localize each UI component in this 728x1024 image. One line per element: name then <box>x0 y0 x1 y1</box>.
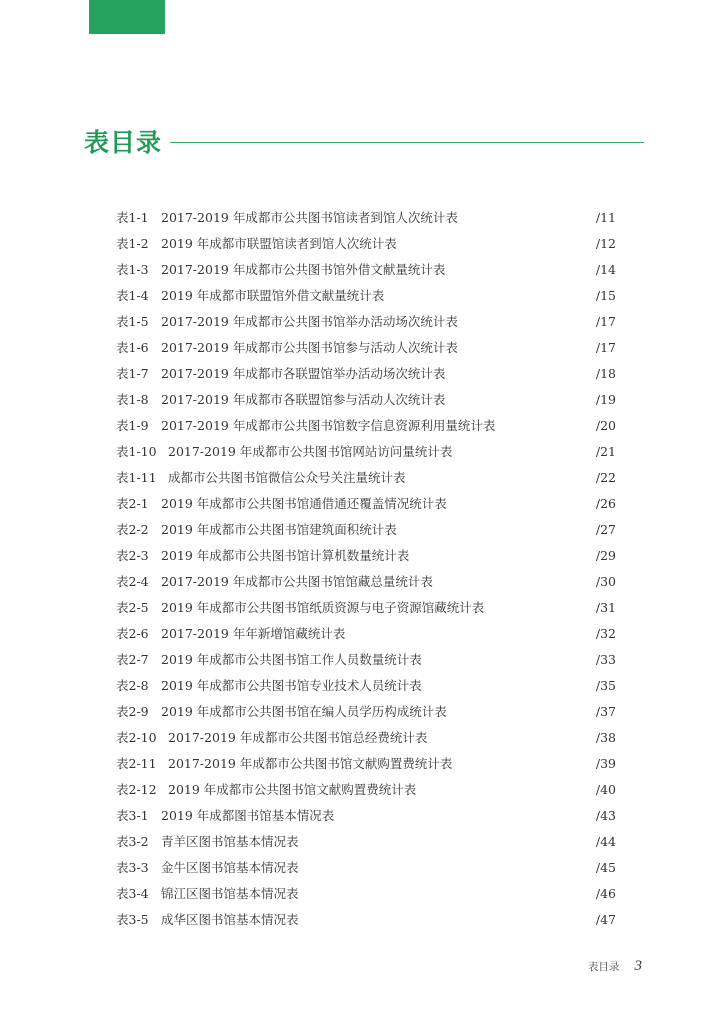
toc-entry-title: 2017-2019 年年新增馆藏统计表 <box>161 626 346 641</box>
toc-entry-code: 表1-6 <box>116 340 149 355</box>
toc-entry[interactable] <box>116 855 616 881</box>
toc-entry-code: 表2-10 <box>116 730 157 745</box>
toc-entry-title: 2019 年成都市公共图书馆文献购置费统计表 <box>168 782 417 797</box>
toc-entry-code: 表1-2 <box>116 236 149 251</box>
toc-entry-page: /21 <box>595 444 616 459</box>
toc-entry[interactable] <box>116 751 616 777</box>
toc-entry-page: /17 <box>595 340 616 355</box>
toc-entry[interactable] <box>116 543 616 569</box>
toc-entry-title: 成都市公共图书馆微信公众号关注量统计表 <box>168 470 406 485</box>
toc-entry-title: 2019 年成都市公共图书馆工作人员数量统计表 <box>161 652 422 667</box>
toc-entry[interactable] <box>116 881 616 907</box>
top-color-tab <box>89 0 165 34</box>
toc-entry-code: 表1-5 <box>116 314 149 329</box>
toc-entry[interactable] <box>116 517 616 543</box>
toc-entry-page: /17 <box>595 314 616 329</box>
toc-entry[interactable] <box>116 829 616 855</box>
toc-entry-page: /22 <box>595 470 616 485</box>
toc-entry-page: /18 <box>595 366 616 381</box>
toc-entry-code: 表2-5 <box>116 600 149 615</box>
toc-entry-code: 表2-7 <box>116 652 149 667</box>
toc-entry-title: 2017-2019 年成都市公共图书馆读者到馆人次统计表 <box>161 210 458 225</box>
toc-entry-page: /47 <box>595 912 616 927</box>
toc-entry[interactable] <box>116 647 616 673</box>
toc-entry-page: /12 <box>595 236 616 251</box>
toc-entry-title: 2019 年成都市联盟馆读者到馆人次统计表 <box>161 236 397 251</box>
toc-entry-page: /19 <box>595 392 616 407</box>
toc-entry-code: 表1-3 <box>116 262 149 277</box>
toc-entry[interactable] <box>116 257 616 283</box>
toc-entry-page: /30 <box>595 574 616 589</box>
toc-entry-code: 表2-12 <box>116 782 157 797</box>
toc-entry-title: 2019 年成都市公共图书馆在编人员学历构成统计表 <box>161 704 447 719</box>
toc-entry-title: 2019 年成都市公共图书馆纸质资源与电子资源馆藏统计表 <box>161 600 485 615</box>
toc-entry-title: 金牛区图书馆基本情况表 <box>161 860 299 875</box>
toc-entry-page: /44 <box>595 834 616 849</box>
toc-entry-code: 表3-3 <box>116 860 149 875</box>
toc-entry-code: 表3-4 <box>116 886 149 901</box>
footer <box>588 955 642 975</box>
table-of-contents <box>116 205 616 933</box>
toc-entry[interactable] <box>116 205 616 231</box>
title-rule <box>170 142 644 143</box>
toc-entry[interactable] <box>116 439 616 465</box>
toc-entry-title: 2017-2019 年成都市公共图书馆总经费统计表 <box>168 730 428 745</box>
toc-entry-page: /27 <box>595 522 616 537</box>
toc-entry-page: /40 <box>595 782 616 797</box>
toc-entry-code: 表2-4 <box>116 574 149 589</box>
toc-entry-title: 2017-2019 年成都市公共图书馆外借文献量统计表 <box>161 262 446 277</box>
toc-entry-page: /15 <box>595 288 616 303</box>
toc-entry-title: 2019 年成都市联盟馆外借文献量统计表 <box>161 288 385 303</box>
toc-entry-code: 表2-1 <box>116 496 149 511</box>
toc-entry-code: 表1-10 <box>116 444 157 459</box>
toc-entry[interactable] <box>116 413 616 439</box>
toc-entry[interactable] <box>116 335 616 361</box>
page-title: 表目录 <box>84 128 163 157</box>
toc-entry-title: 2017-2019 年成都市各联盟馆举办活动场次统计表 <box>161 366 446 381</box>
toc-entry-page: /14 <box>595 262 616 277</box>
toc-entry-title: 2019 年成都市公共图书馆专业技术人员统计表 <box>161 678 422 693</box>
toc-entry-code: 表1-9 <box>116 418 149 433</box>
footer-page-number: 3 <box>634 958 642 974</box>
toc-entry[interactable] <box>116 699 616 725</box>
toc-entry-title: 青羊区图书馆基本情况表 <box>161 834 299 849</box>
toc-entry-page: /33 <box>595 652 616 667</box>
toc-entry-code: 表2-2 <box>116 522 149 537</box>
toc-entry-page: /45 <box>595 860 616 875</box>
toc-entry-title: 2017-2019 年成都市公共图书馆数字信息资源利用量统计表 <box>161 418 496 433</box>
toc-entry-code: 表2-3 <box>116 548 149 563</box>
toc-entry-code: 表3-2 <box>116 834 149 849</box>
toc-entry-page: /31 <box>595 600 616 615</box>
toc-entry[interactable] <box>116 725 616 751</box>
toc-entry-title: 2019 年成都市公共图书馆计算机数量统计表 <box>161 548 410 563</box>
toc-entry-code: 表1-1 <box>116 210 149 225</box>
toc-entry-code: 表1-8 <box>116 392 149 407</box>
toc-entry-page: /20 <box>595 418 616 433</box>
toc-entry-code: 表2-6 <box>116 626 149 641</box>
toc-entry-code: 表2-9 <box>116 704 149 719</box>
toc-entry-title: 2017-2019 年成都市公共图书馆馆藏总量统计表 <box>161 574 433 589</box>
toc-entry-page: /32 <box>595 626 616 641</box>
toc-entry[interactable] <box>116 673 616 699</box>
toc-entry[interactable] <box>116 387 616 413</box>
toc-entry[interactable] <box>116 595 616 621</box>
toc-entry-code: 表2-8 <box>116 678 149 693</box>
toc-entry-page: /11 <box>595 210 616 225</box>
toc-entry[interactable] <box>116 907 616 933</box>
toc-entry-title: 2017-2019 年成都市公共图书馆举办活动场次统计表 <box>161 314 458 329</box>
toc-entry[interactable] <box>116 309 616 335</box>
toc-entry-title: 锦江区图书馆基本情况表 <box>161 886 299 901</box>
toc-entry-page: /29 <box>595 548 616 563</box>
toc-entry-code: 表1-4 <box>116 288 149 303</box>
toc-entry-page: /43 <box>595 808 616 823</box>
toc-entry-title: 2019 年成都市公共图书馆通借通还覆盖情况统计表 <box>161 496 447 511</box>
toc-entry-title: 2019 年成都图书馆基本情况表 <box>161 808 335 823</box>
toc-entry[interactable] <box>116 491 616 517</box>
toc-entry-title: 2017-2019 年成都市公共图书馆文献购置费统计表 <box>168 756 453 771</box>
toc-entry-page: /35 <box>595 678 616 693</box>
toc-entry-page: /26 <box>595 496 616 511</box>
toc-entry[interactable] <box>116 283 616 309</box>
toc-entry[interactable] <box>116 777 616 803</box>
toc-entry[interactable] <box>116 361 616 387</box>
toc-entry-page: /39 <box>595 756 616 771</box>
toc-entry[interactable] <box>116 621 616 647</box>
footer-label: 表目录 <box>587 961 620 973</box>
toc-entry-page: /37 <box>595 704 616 719</box>
toc-entry[interactable] <box>116 803 616 829</box>
toc-entry-code: 表1-11 <box>116 470 157 485</box>
toc-entry[interactable] <box>116 465 616 491</box>
toc-entry-title: 成华区图书馆基本情况表 <box>161 912 299 927</box>
toc-entry-title: 2019 年成都市公共图书馆建筑面积统计表 <box>161 522 397 537</box>
toc-entry-title: 2017-2019 年成都市公共图书馆参与活动人次统计表 <box>161 340 458 355</box>
toc-entry[interactable] <box>116 231 616 257</box>
toc-entry-page: /46 <box>595 886 616 901</box>
toc-entry-code: 表1-7 <box>116 366 149 381</box>
toc-entry-code: 表2-11 <box>116 756 157 771</box>
toc-entry-title: 2017-2019 年成都市各联盟馆参与活动人次统计表 <box>161 392 446 407</box>
toc-entry[interactable] <box>116 569 616 595</box>
toc-entry-title: 2017-2019 年成都市公共图书馆网站访问量统计表 <box>168 444 453 459</box>
toc-entry-code: 表3-5 <box>116 912 149 927</box>
header <box>84 124 644 162</box>
toc-entry-code: 表3-1 <box>116 808 149 823</box>
toc-entry-page: /38 <box>595 730 616 745</box>
